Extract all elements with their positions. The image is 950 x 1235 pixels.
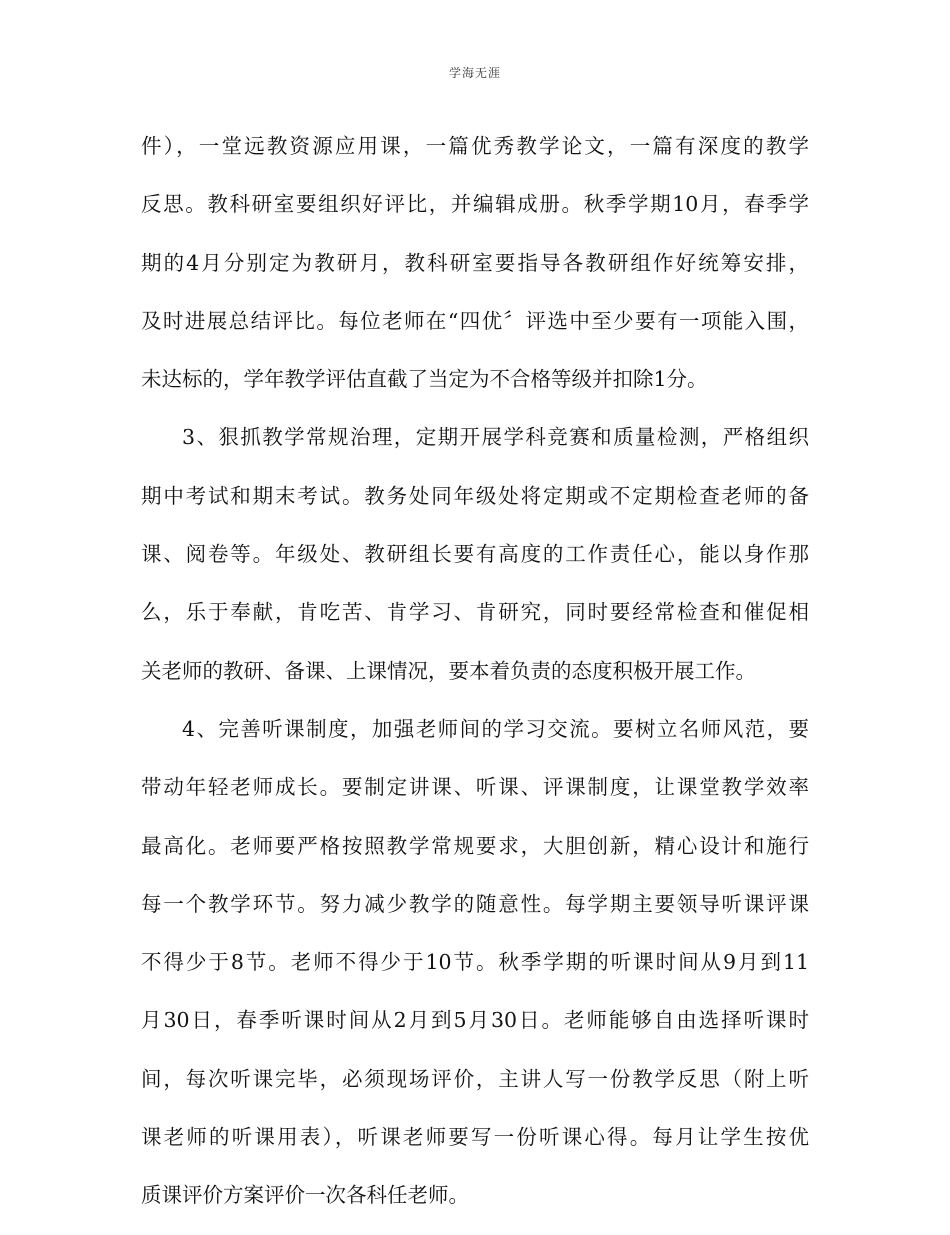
paragraph-2-line-5: 关老师的教研、备课、上课情况，要本着负责的态度积极开展工作。 [141, 658, 756, 683]
paragraph-2-line-4: 么，乐于奉献，肯吃苦、肯学习、肯研究，同时要经常检查和催促相 [141, 600, 809, 625]
paragraph-3-line-6: 月30日，春季听课时间从2月到5月30日。老师能够自由选择听课时 [141, 1008, 809, 1033]
paragraph-1-line-2: 反思。教科研室要组织好评比，并编辑成册。秋季学期10月，春季学 [141, 192, 809, 217]
paragraph-1-line-3: 期的4月分别定为教研月，教科研室要指导各教研组作好统筹安排， [141, 250, 809, 275]
paragraph-3-line-1: 4、完善听课制度，加强老师间的学习交流。要树立名师风范，要 [182, 716, 809, 741]
paragraph-2-line-2: 期中考试和期末考试。教务处同年级处将定期或不定期检查老师的备 [141, 483, 809, 508]
paragraph-3-line-8: 课老师的听课用表），听课老师要写一份听课心得。每月让学生按优 [141, 1125, 809, 1150]
paragraph-1-line-1: 件），一堂远教资源应用课，一篇优秀教学论文，一篇有深度的教学 [141, 134, 809, 158]
paragraph-3-line-4: 每一个教学环节。努力减少教学的随意性。每学期主要领导听课评课 [141, 891, 809, 916]
paragraph-3-line-5: 不得少于8节。老师不得少于10节。秋季学期的听课时间从9月到11 [141, 950, 809, 975]
paragraph-3-line-7: 间，每次听课完毕，必须现场评价，主讲人写一份教学反思（附上听 [141, 1066, 809, 1091]
paragraph-3-line-9: 质课评价方案评价一次各科任老师。 [141, 1183, 469, 1208]
paragraph-1-line-5: 未达标的，学年教学评估直截了当定为不合格等级并扣除1分。 [141, 367, 708, 392]
paragraph-2-line-1: 3、狠抓教学常规治理，定期开展学科竞赛和质量检测，严格组织 [182, 425, 809, 450]
paragraph-3-line-2: 带动年轻老师成长。要制定讲课、听课、评课制度，让课堂教学效率 [141, 775, 809, 800]
paragraph-1-line-4: 及时进展总结评比。每位老师在“四优〞评选中至少要有一项能入围， [141, 308, 809, 333]
paragraph-2-line-3: 课、阅卷等。年级处、教研组长要有高度的工作责任心，能以身作那 [141, 542, 809, 567]
paragraph-3-line-3: 最高化。老师要严格按照教学常规要求，大胆创新，精心设计和施行 [141, 833, 809, 858]
document-body [141, 127, 809, 1235]
page-header: 学海无涯 [448, 66, 501, 80]
